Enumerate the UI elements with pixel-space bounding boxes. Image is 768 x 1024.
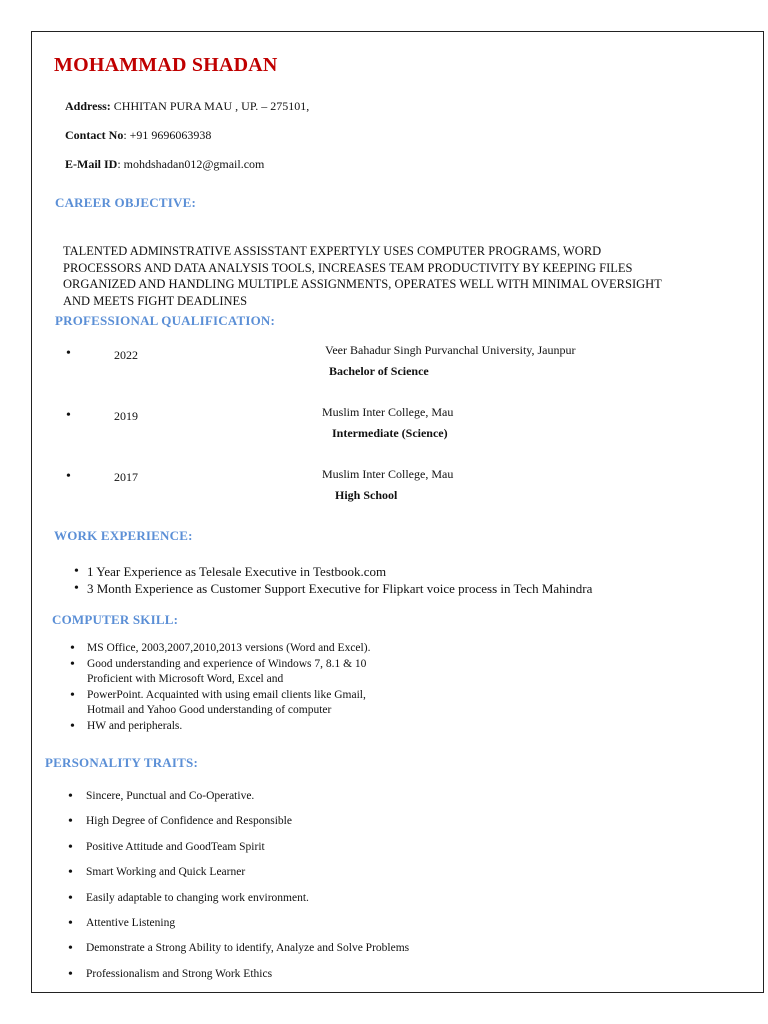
qualification-year: 2022 [114, 348, 138, 362]
trait-item: High Degree of Confidence and Responsible [86, 815, 292, 827]
bullet-icon: • [68, 891, 73, 906]
bullet-icon: • [68, 865, 73, 880]
address-label: Address: [65, 99, 111, 113]
phone-value: : +91 9696063938 [123, 128, 212, 142]
bullet-icon: • [66, 408, 71, 423]
trait-item: Sincere, Punctual and Co-Operative. [86, 790, 255, 802]
bullet-icon: • [68, 840, 73, 855]
bullet-icon: • [74, 581, 79, 596]
bullet-icon: • [70, 688, 75, 703]
skill-item-continued: Proficient with Microsoft Word, Excel and [87, 673, 284, 685]
skill-item: Good understanding and experience of Windows 7, 8.1 & 10 [87, 658, 367, 670]
email-label: E-Mail ID [65, 157, 118, 171]
bullet-icon: • [70, 657, 75, 672]
qualification-year: 2019 [114, 409, 138, 423]
phone-label: Contact No [65, 128, 124, 142]
bullet-icon: • [70, 641, 75, 656]
bullet-icon: • [66, 346, 71, 361]
bullet-icon: • [74, 564, 79, 579]
qualification-institution: Veer Bahadur Singh Purvanchal University, Jaunpur [325, 343, 576, 357]
career-objective-heading: CAREER OBJECTIVE: [55, 195, 197, 210]
personality-traits-heading: PERSONALITY TRAITS: [45, 755, 198, 770]
qualification-degree: Bachelor of Science [329, 364, 429, 378]
qualification-institution: Muslim Inter College, Mau [322, 405, 454, 419]
career-objective-text: TALENTED ADMINSTRATIVE ASSISSTANT EXPERTYLY USES COMPUTER PROGRAMS, WORD PROCESSORS AND DATA ANALYSIS TOOLS, INCREASES TEAM PRODUCTIVITY BY KEEPING FILES ORGANIZED AND HANDLING MULTIPLE ASSIGNMENTS, OPERATES WELL WITH MINIMAL OVERSIGHT AND MEETS FIGHT DEADLINES [63, 244, 662, 308]
qualification-year: 2017 [114, 470, 138, 484]
candidate-name: MOHAMMAD SHADAN [54, 54, 278, 76]
trait-item: Attentive Listening [86, 917, 176, 929]
bullet-icon: • [68, 967, 73, 982]
bullet-icon: • [70, 719, 75, 734]
address-value: CHHITAN PURA MAU , UP. – 275101, [110, 99, 310, 113]
trait-item: Professionalism and Strong Work Ethics [86, 968, 273, 980]
skill-item: MS Office, 2003,2007,2010,2013 versions (Word and Excel). [87, 642, 371, 654]
qualification-degree: High School [335, 488, 398, 502]
work-item: 3 Month Experience as Customer Support Executive for Flipkart voice process in Tech Mahindra [87, 581, 593, 596]
bullet-icon: • [68, 941, 73, 956]
computer-skill-heading: COMPUTER SKILL: [52, 612, 179, 627]
bullet-icon: • [68, 916, 73, 931]
trait-item: Demonstrate a Strong Ability to identify, Analyze and Solve Problems [86, 942, 410, 954]
phone-line [65, 128, 211, 143]
work-item: 1 Year Experience as Telesale Executive in Testbook.com [87, 564, 387, 579]
skill-item: PowerPoint. Acquainted with using email clients like Gmail, [87, 689, 366, 701]
skill-item-continued: Hotmail and Yahoo Good understanding of computer [87, 704, 332, 716]
trait-item: Easily adaptable to changing work environment. [86, 892, 309, 904]
email-value: : mohdshadan012@gmail.com [117, 157, 265, 171]
trait-item: Positive Attitude and GoodTeam Spirit [86, 841, 265, 853]
qualification-degree: Intermediate (Science) [332, 426, 448, 440]
qualification-institution: Muslim Inter College, Mau [322, 467, 454, 481]
work-experience-heading: WORK EXPERIENCE: [54, 528, 193, 543]
bullet-icon: • [68, 789, 73, 804]
skill-item: HW and peripherals. [87, 720, 183, 732]
bullet-icon: • [66, 469, 71, 484]
bullet-icon: • [68, 814, 73, 829]
email-line [65, 157, 264, 172]
address-line [65, 99, 309, 114]
trait-item: Smart Working and Quick Learner [86, 866, 246, 878]
qualification-heading: PROFESSIONAL QUALIFICATION: [55, 313, 276, 328]
resume-page [31, 31, 764, 993]
